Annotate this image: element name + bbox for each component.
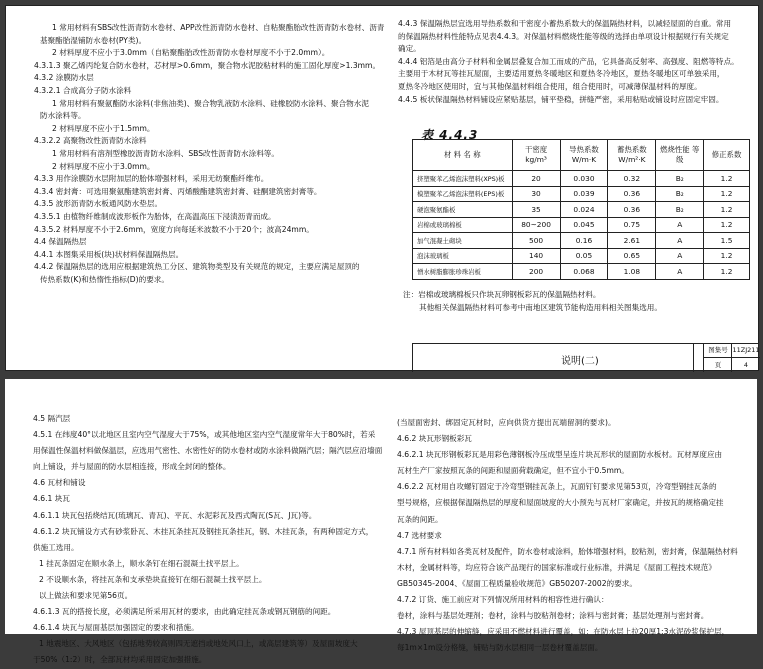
table-cell: 1.2 (704, 248, 750, 264)
table-title: 表 4.4.3 (421, 128, 479, 142)
section-heading: 4.3.2 涂膜防水层 (34, 73, 94, 83)
table-header-row (413, 140, 750, 171)
text-line: 于50%（1:2）时，全部瓦材均采用固定加强措施。 (33, 655, 207, 665)
table-cell: 0.068 (560, 264, 608, 280)
text-line: GB50345-2004、《屋面工程质量验收规范》GB50207-2002的要求。 (397, 578, 637, 588)
table-cell: 35 (512, 202, 560, 218)
table-cell: 0.75 (608, 217, 656, 233)
text-line: 每1m×1m设分格缝，铺贴与防水层相同一层卷材覆盖层面。 (397, 643, 603, 653)
atlas-label: 图集号 (703, 344, 732, 358)
table-cell: A (656, 217, 704, 233)
page-number: 4 (731, 358, 760, 372)
text-line: 1 常用材料有SBS改性沥青防水卷材、APP改性沥青防水卷材、自粘聚酯胎改性沥青防水卷材、沥青 (52, 23, 385, 32)
insulation-materials-table (412, 139, 750, 280)
section-heading: 4.6.2 块瓦形钢板彩瓦 (397, 434, 472, 444)
text-line: 传热系数(K)和热惰性指标(D)的要求。 (40, 274, 169, 284)
table-cell: 0.039 (560, 186, 608, 202)
table-cell: 岩棉或玻璃棉板 (413, 217, 513, 233)
table-cell: 200 (512, 264, 560, 280)
table-cell: B₂ (656, 202, 704, 218)
column-header: 蓄热系数 W/m²·K (608, 140, 656, 171)
text-line: 防水涂料等。 (40, 111, 86, 121)
divider (693, 344, 694, 372)
text-line: 4.3.1.3 聚乙烯丙纶复合防水卷材，芯材厚>0.6mm，聚合物水泥胶粘材料的施工固化厚度>1.3mm。 (34, 60, 381, 70)
text-line: 4.7.3 屋顶基层的伸缩缝，应采用不燃材料进行覆盖，如：在防水层上拉20厚1:3水泥砂浆保护层， (397, 627, 730, 637)
note-line: 其他相关保温隔热材料可参考中南地区建筑节能构造用料相关图集选用。 (419, 302, 662, 312)
text-line: 以上做法和要求见第56页。 (39, 591, 133, 601)
table-cell: 加气混凝土砌块 (413, 233, 513, 249)
text-line: 4.3.5 波形沥青防水板通风防水垫层。 (34, 199, 163, 209)
table-cell: 1.2 (704, 202, 750, 218)
table-cell: 500 (512, 233, 560, 249)
text-line: 2 材料厚度不应小于1.5mm。 (52, 123, 155, 133)
column-header: 导热系数 W/m·K (560, 140, 608, 171)
table-cell: 0.65 (608, 248, 656, 264)
table-cell: 1.2 (704, 171, 750, 187)
column-header: 燃烧性能 等级 (656, 140, 704, 171)
table-row (413, 171, 750, 187)
text-line: 4.4.3 保温隔热层宜选用导热系数和干密度小蓄热系数大的保温隔热材料，以减轻屋面的自重。常用 (398, 19, 732, 28)
text-line: 4.6.1.4 块瓦与屋面基层加强固定的要求和措施。 (33, 623, 199, 633)
table-cell: 80~200 (512, 217, 560, 233)
text-line: 2 材料厚度不应小于3.0mm（自粘聚酯胎改性沥青防水卷材厚度不小于2.0mm）。 (52, 48, 330, 58)
atlas-number: 11ZJ211 (731, 344, 760, 358)
upper-left-column (34, 22, 389, 286)
table-cell: 0.36 (608, 186, 656, 202)
table-cell: 泡沫玻璃板 (413, 248, 513, 264)
column-header: 材 料 名 称 (413, 140, 513, 171)
table-cell: B₂ (656, 186, 704, 202)
table-row (413, 217, 750, 233)
text-line: 瓦材生产厂家按照瓦条的间距和屋面荷载确定，但不宜小于0.5mm。 (397, 466, 629, 476)
section-heading: 4.3.2.2 高聚物改性沥青防水涂料 (34, 136, 147, 146)
table-cell: 0.16 (560, 233, 608, 249)
document-page-upper (5, 5, 759, 371)
table-cell: 0.32 (608, 171, 656, 187)
table-cell: 1.08 (608, 264, 656, 280)
table-row (413, 186, 750, 202)
table-note (403, 289, 662, 314)
text-line: 夏热冬冷地区使用时，宜与其他保温材料组合使用，组合使用时，可减薄保温材料的厚度。 (398, 81, 702, 91)
text-line: 主要用于木材瓦等挂瓦屋面，主要适用夏热冬暖地区和夏热冬冷地区，夏热冬暖地区可单独采用， (398, 69, 725, 79)
table-cell: 1.5 (704, 233, 750, 249)
section-heading: 4.3.2.1 合成高分子防水涂料 (34, 85, 132, 95)
text-line: 4.6.1.3 瓦的搭接长度，必须满足所采用瓦材的要求，由此确定挂瓦条或钢瓦钢筋的间距。 (33, 607, 336, 617)
text-line: 供施工选用。 (33, 542, 79, 552)
text-line: 确定。 (398, 44, 421, 54)
text-line: 1 地震地区、大风地区（包括地势较高则四无遮挡或地处风口上，或高层建筑等）及屋面坡度大 (39, 639, 358, 649)
text-line: 用保温性保温材料做保温层，应选用气密性、水密性好的防水卷材或防水涂料做隔汽层；隔汽层应沿墙面 (33, 446, 383, 456)
table-cell: 0.045 (560, 217, 608, 233)
table-cell: 2.61 (608, 233, 656, 249)
text-line: 4.4.1 本图集采用板(块)状材料保温隔热层。 (34, 249, 184, 259)
table-cell: A (656, 233, 704, 249)
lower-right-column (397, 415, 747, 656)
table-cell: 0.024 (560, 202, 608, 218)
text-line: 4.4.4 铝箔是由高分子材料和金属层叠复合加工而成的产品，它具备高反射率、高强度、阻燃等特点。 (398, 56, 739, 66)
upper-right-column (398, 18, 748, 106)
table-cell: 20 (512, 171, 560, 187)
text-line: 4.3.3 用作涂膜防水层附加层的胎体增强材料，采用无纺聚酯纤维布。 (34, 174, 269, 184)
text-line: 基聚酯胎湿铺防水卷材(PY类)。 (40, 35, 147, 45)
table-cell: 30 (512, 186, 560, 202)
table-cell: A (656, 264, 704, 280)
text-line: 卷材，涂料与基层处理剂；卷材，涂料与胶粘剂卷材；涂料与密封膏；基层处理剂与密封膏。 (397, 611, 709, 621)
lower-left-column (33, 411, 388, 669)
table-cell: 挤塑聚苯乙烯泡沫塑料(XPS)板 (413, 171, 513, 187)
table-cell: 硬泡聚氨酯板 (413, 202, 513, 218)
column-header: 修正系数 (704, 140, 750, 171)
text-line: 1 常用材料有聚氨酯防水涂料(非焦油类)、聚合物乳液防水涂料、硅橡胶防水涂料、聚合物水泥 (52, 98, 369, 108)
text-line: 瓦条的间距。 (397, 514, 443, 524)
text-line: 4.6.1.1 块瓦包括烧结瓦(琉璃瓦、青瓦)、平瓦、水泥彩瓦及西式陶瓦(S瓦、J瓦)等。 (33, 510, 317, 520)
table-cell: 0.030 (560, 171, 608, 187)
table-cell: 模塑聚苯乙烯泡沫塑料(EPS)板 (413, 186, 513, 202)
text-line: 4.3.5.2 材料厚度不小于2.6mm，宽度方向每延米波数不小于20个；波高24mm。 (34, 224, 314, 234)
text-line: 的保温隔热材料性能特点见表4.4.3。对保温材料燃烧性能等级的选择由单项设计根据规行有关规定 (398, 31, 729, 41)
table-row (413, 264, 750, 280)
section-heading: 4.4 保温隔热层 (34, 237, 87, 247)
text-line: 1 挂瓦条固定在顺水条上，顺水条钉在细石混凝土找平层上。 (39, 558, 244, 568)
table-cell: A (656, 248, 704, 264)
text-line: 4.6.2.2 瓦材用自攻螺钉固定于冷弯型钢挂瓦条上，瓦面钉钉要求见第53页，冷弯型钢挂瓦条的 (397, 482, 717, 492)
text-line: 4.3.4 密封膏：可选用聚氨酯建筑密封膏、丙烯酸酯建筑密封膏、硅酮建筑密封膏等。 (34, 186, 322, 196)
section-heading: 4.6.1 块瓦 (33, 494, 70, 504)
text-line: 4.4.2 保温隔热层的选用应根据建筑热工分区、建筑物类型及有关规范的规定，主要应满足屋顶的 (34, 262, 360, 272)
text-line: 向上铺设，并与屋面的防水层相连接，形成全封闭的整体。 (33, 462, 231, 472)
text-line: 4.6.2.1 块瓦形钢板彩瓦是用彩色薄钢板冷压成型呈连片块瓦形状的屋面防水板材。瓦材厚度应由 (397, 450, 723, 460)
text-line: 4.4.5 板状保温隔热材料铺设应紧贴基层，铺平垫稳，拼缝严密，采用粘贴或铺设时应固定牢固。 (398, 94, 724, 104)
table-cell: B₂ (656, 171, 704, 187)
section-heading: 4.7 选材要求 (397, 530, 442, 540)
table-cell: 1.2 (704, 217, 750, 233)
table-cell: 140 (512, 248, 560, 264)
table-cell: 0.05 (560, 248, 608, 264)
column-header: 干密度 kg/m³ (512, 140, 560, 171)
table-row (413, 248, 750, 264)
document-page-lower (5, 379, 757, 665)
text-line: 木材，金属材料等，均应符合该产品现行的国家标准或行业标准，并满足《屋面工程技术规范》 (397, 562, 716, 572)
text-line: (当屋面密封、绑固定瓦材时，应向供货方提出瓦端留洞的要求)。 (397, 418, 616, 427)
text-line: 2 材料厚度不应小于3.0mm。 (52, 161, 155, 171)
text-line: 4.3.5.1 由植物纤维制成波形板作为胎体，在高温高压下浸渍沥青而成。 (34, 211, 276, 221)
page-label: 页 (703, 358, 732, 372)
table-cell: 1.2 (704, 264, 750, 280)
note-line: 注：岩棉或玻璃棉板只作块瓦卵钢板彩瓦的保温隔热材料。 (403, 290, 601, 299)
title-block (412, 343, 759, 372)
drawing-title: 说明(二) (561, 356, 599, 367)
text-line: 型号规格，应根据保温隔热层的厚度和屋面坡度的大小预先与瓦材厂家确定，并按瓦的规格确定挂 (397, 498, 724, 508)
section-heading: 4.5 隔汽层 (33, 414, 71, 423)
table-cell: 0.36 (608, 202, 656, 218)
text-line: 4.7.1 所有材料如各类瓦材及配件，防水卷材或涂料，胎体增强材料，胶粘剂，密封膏，保温隔热材料 (397, 546, 738, 556)
text-line: 4.7.2 订货、施工前应对下列情况所用材料的相容性进行确认： (397, 595, 609, 605)
table-row (413, 202, 750, 218)
table-row (413, 233, 750, 249)
section-heading: 4.6 瓦材和铺设 (33, 478, 86, 488)
text-line: 1 常用材料有溶剂型橡胶沥青防水涂料、SBS改性沥青防水涂料等。 (52, 148, 279, 158)
table-cell: 1.2 (704, 186, 750, 202)
text-line: 4.6.1.2 块瓦铺设方式有砂浆卧瓦、木挂瓦条挂瓦及钢挂瓦条挂瓦，钢、木挂瓦条，有两种固定方式， (33, 526, 374, 536)
text-line: 4.5.1 在纬度40°以北地区且室内空气湿度大于75%，或其他地区室内空气湿度常年大于80%时，若采 (33, 430, 376, 440)
text-line: 2 不设顺水条，将挂瓦条和支承垫块直接钉在细石混凝土找平层上。 (39, 574, 267, 584)
table-cell: 憎水树脂膨胀珍珠岩板 (413, 264, 513, 280)
